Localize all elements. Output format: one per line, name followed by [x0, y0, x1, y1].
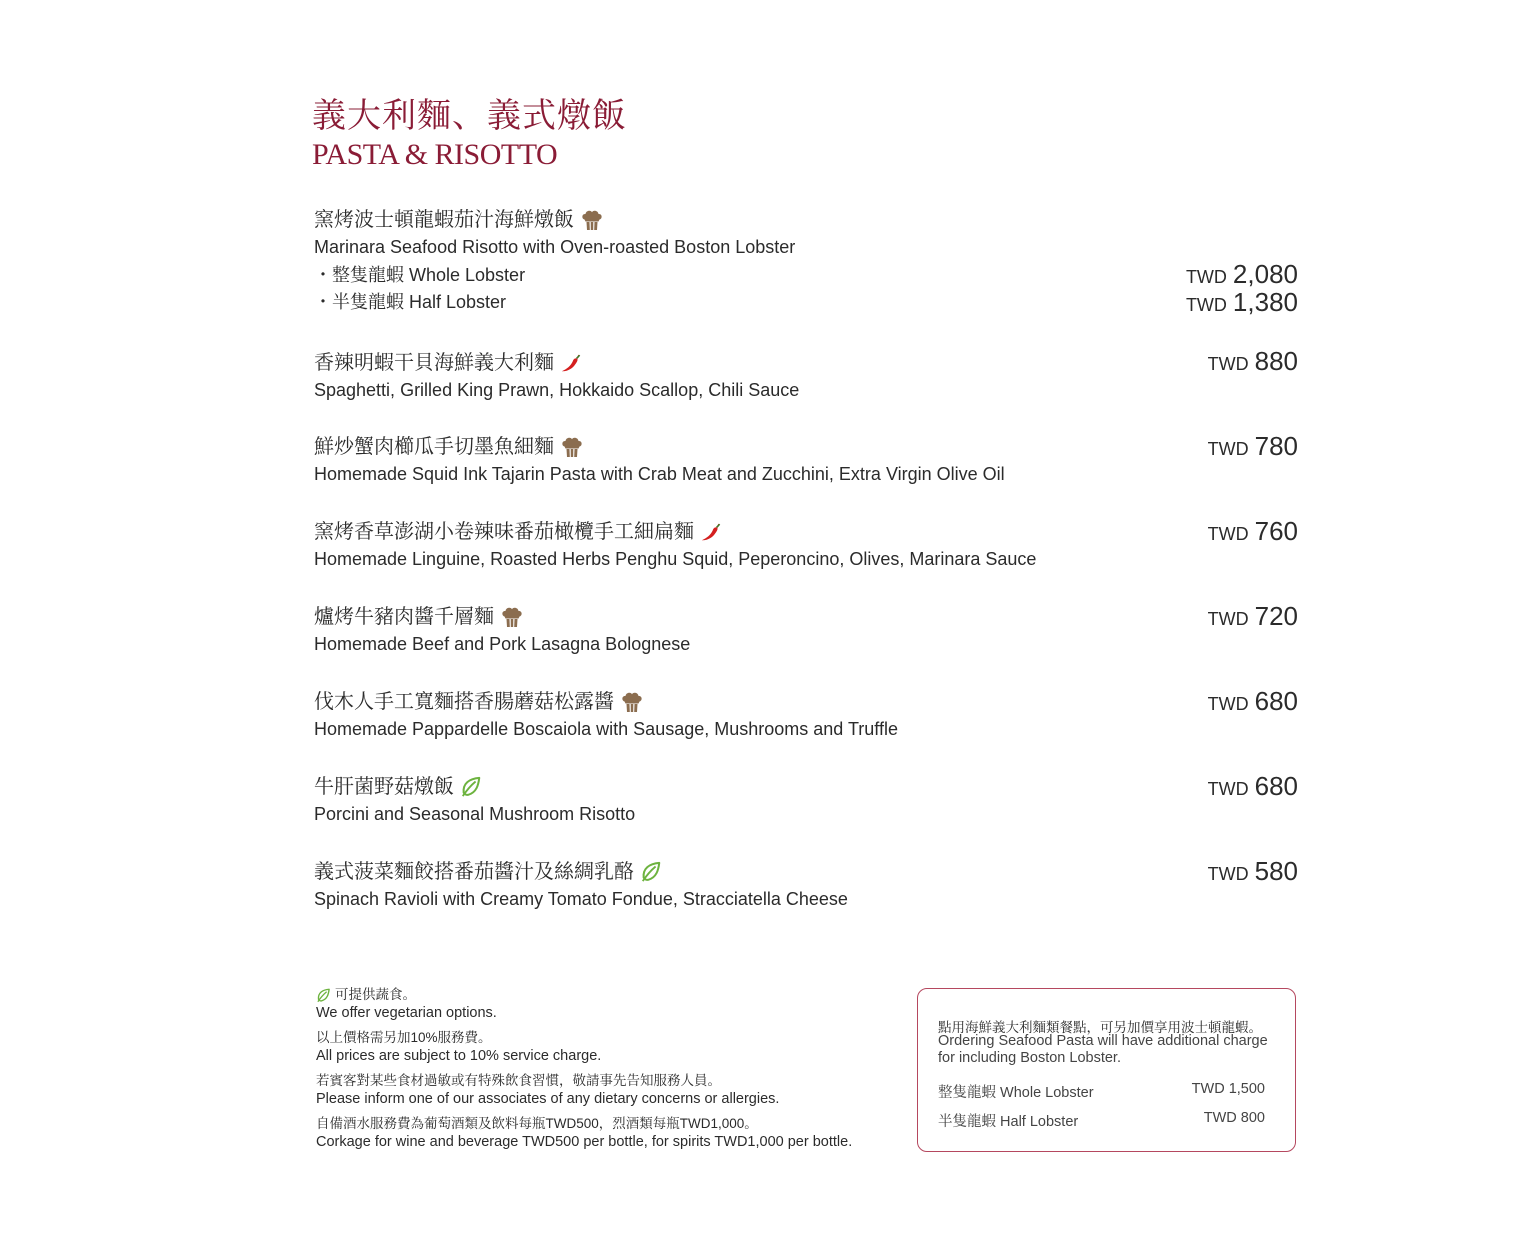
- addon-row: [938, 1081, 1265, 1102]
- addon-price: TWD 800: [1203, 1110, 1265, 1126]
- menu-item: [314, 859, 1304, 911]
- leaf-icon: [640, 861, 662, 883]
- footnote-en: All prices are subject to 10% service charge.: [316, 1048, 602, 1064]
- footnote-en: Corkage for wine and beverage TWD500 per bottle, for spirits TWD1,000 per bottle.: [316, 1134, 853, 1150]
- menu-item: [314, 774, 1304, 826]
- item-price: TWD 680: [1207, 686, 1298, 716]
- chef-hat-icon: [580, 208, 604, 232]
- item-name-zh: 爐烤牛豬肉醬千層麵: [314, 606, 494, 628]
- item-name-zh: 窯烤波士頓龍蝦茄汁海鮮燉飯: [314, 209, 574, 231]
- item-name-en: Homemade Squid Ink Tajarin Pasta with Crab Meat and Zucchini, Extra Virgin Olive Oil: [314, 464, 1005, 484]
- footnotes: [316, 986, 916, 1158]
- item-price: TWD 780: [1207, 431, 1298, 461]
- footnote-zh: 自備酒水服務費為葡萄酒類及飲料每瓶TWD500，烈酒類每瓶TWD1,000。: [316, 1116, 758, 1131]
- item-name-zh: 窯烤香草澎湖小卷辣味番茄橄欖手工細扁麵: [314, 521, 694, 543]
- addon-label: 半隻龍蝦 Half Lobster: [938, 1114, 1079, 1130]
- item-price: TWD 760: [1207, 516, 1298, 546]
- footnote-zh: 若賓客對某些食材過敏或有特殊飲食習慣，敬請事先告知服務人員。: [316, 1073, 721, 1088]
- item-name-en: Porcini and Seasonal Mushroom Risotto: [314, 804, 636, 824]
- item-name-zh: 鮮炒蟹肉櫛瓜手切墨魚細麵: [314, 436, 554, 458]
- item-name-en: Marinara Seafood Risotto with Oven-roasted Boston Lobster: [314, 237, 796, 257]
- item-name-en: Homemade Beef and Pork Lasagna Bolognese: [314, 634, 691, 654]
- item-price: TWD 580: [1207, 856, 1298, 886]
- menu-item: [314, 519, 1304, 571]
- menu-item: [314, 350, 1304, 402]
- item-price: TWD 2,080: [1185, 259, 1298, 289]
- item-option: ・整隻龍蝦 Whole Lobster: [314, 265, 526, 285]
- item-name-zh: 牛肝菌野菇燉飯: [314, 776, 454, 798]
- item-price: TWD 720: [1207, 601, 1298, 631]
- addon-note-en: Ordering Seafood Pasta will have additional charge for including Boston Lobster.: [938, 1033, 1268, 1066]
- item-price: TWD 1,380: [1185, 287, 1298, 317]
- footnote-en: We offer vegetarian options.: [316, 1005, 497, 1021]
- chili-icon: [700, 521, 722, 543]
- chef-hat-icon: [620, 690, 644, 714]
- menu-item: [314, 689, 1304, 741]
- addon-label: 整隻龍蝦 Whole Lobster: [938, 1085, 1094, 1101]
- item-name-en: Homemade Linguine, Roasted Herbs Penghu Squid, Peperoncino, Olives, Marinara Sauce: [314, 549, 1037, 569]
- addon-price: TWD 1,500: [1191, 1081, 1265, 1097]
- chili-icon: [560, 352, 582, 374]
- addon-row: [938, 1110, 1265, 1131]
- item-name-zh: 義式菠菜麵餃搭番茄醬汁及絲綢乳酪: [314, 861, 634, 883]
- page-title-zh: 義大利麵、義式燉飯: [312, 96, 627, 136]
- leaf-icon: [316, 988, 331, 1003]
- menu-item: [314, 604, 1304, 656]
- item-price: TWD 680: [1207, 771, 1298, 801]
- chef-hat-icon: [560, 435, 584, 459]
- footnote-en: Please inform one of our associates of any dietary concerns or allergies.: [316, 1091, 780, 1107]
- item-name-en: Spaghetti, Grilled King Prawn, Hokkaido Scallop, Chili Sauce: [314, 380, 800, 400]
- page-title-en: PASTA & RISOTTO: [312, 138, 558, 171]
- item-option: ・半隻龍蝦 Half Lobster: [314, 292, 507, 312]
- chef-hat-icon: [500, 605, 524, 629]
- item-price: TWD 880: [1207, 346, 1298, 376]
- footnote-zh: 以上價格需另加10%服務費。: [316, 1030, 492, 1045]
- item-name-en: Spinach Ravioli with Creamy Tomato Fondue, Stracciatella Cheese: [314, 889, 848, 909]
- item-name-en: Homemade Pappardelle Boscaiola with Sausage, Mushrooms and Truffle: [314, 719, 898, 739]
- item-name-zh: 香辣明蝦干貝海鮮義大利麵: [314, 352, 554, 374]
- addon-note-zh: 點用海鮮義大利麵類餐點，可另加價享用波士頓龍蝦。: [938, 1020, 1262, 1035]
- footnote-zh: 可提供蔬食。: [335, 987, 416, 1002]
- menu-item: [314, 207, 1304, 316]
- menu-item: [314, 434, 1304, 486]
- leaf-icon: [460, 776, 482, 798]
- lobster-addon-box: [917, 988, 1296, 1152]
- item-name-zh: 伐木人手工寬麵搭香腸蘑菇松露醬: [314, 691, 614, 713]
